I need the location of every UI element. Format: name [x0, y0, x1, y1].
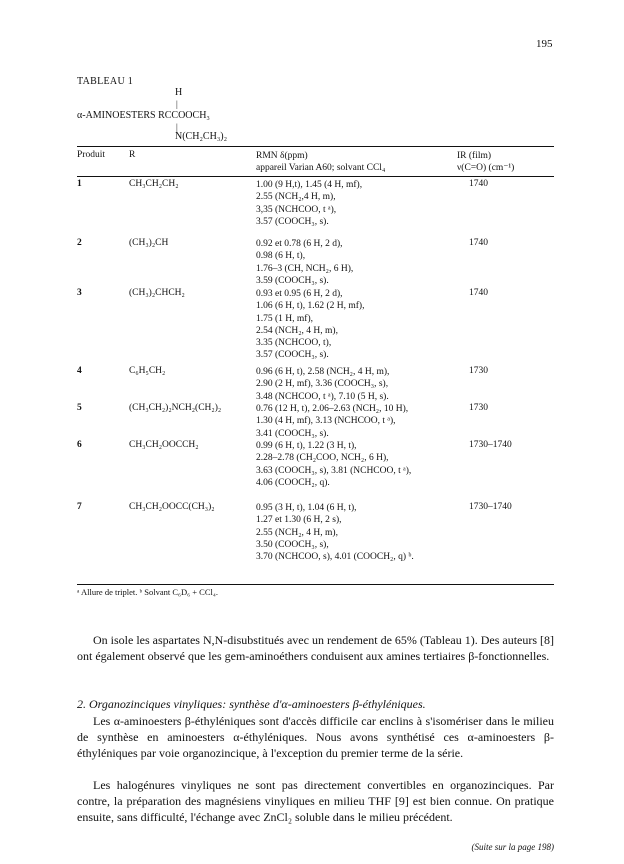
rmn-line: 0.95 (3 H, t), 1.04 (6 H, t),: [256, 503, 357, 513]
rmn-cell: [256, 238, 353, 287]
page-number: 195: [536, 38, 553, 50]
rmn-line: 0.76 (12 H, t), 2.06–2.63 (NCH₂, 10 H),: [256, 404, 409, 414]
product-number: 7: [77, 502, 82, 512]
rmn-line: 3.63 (COOCH₃, s), 3.81 (NCHCOO, t ᵃ),: [256, 465, 412, 476]
formula-main: α-AMINOESTERS RCCOOCH₃: [77, 110, 210, 121]
product-number: 5: [77, 403, 82, 413]
header-ir-line1: IR (film): [457, 151, 492, 161]
paragraph-1: On isole les aspartates N,N-disubstitués avec un rendement de 65% (Tableau 1). Des auteurs [8] ont également observé que les gem-aminoéthers conduisent aux amines tertiaires β-fonctionnelles.: [77, 633, 555, 663]
rmn-line: 1.30 (4 H, mf), 3.13 (NCHCOO, t ᵃ),: [256, 416, 396, 427]
ir-value: 1730: [469, 403, 488, 413]
product-number: 2: [77, 238, 82, 248]
header-produit: Produit: [77, 150, 105, 160]
rmn-line: 2.55 (NCH₂,4 H, m),: [256, 192, 336, 203]
rmn-cell: [256, 502, 414, 563]
header-r: R: [129, 150, 136, 160]
ir-value: 1740: [469, 238, 488, 248]
rmn-line: 1.27 et 1.30 (6 H, 2 s),: [256, 515, 342, 526]
rmn-line: 0.99 (6 H, t), 1.22 (3 H, t),: [256, 441, 357, 451]
rmn-line: 3.41 (COOCH₃, s).: [256, 428, 329, 439]
rmn-cell: [256, 403, 408, 440]
rmn-line: 0.92 et 0.78 (6 H, 2 d),: [256, 239, 343, 249]
rmn-line: 0.98 (6 H, t),: [256, 251, 306, 262]
header-ir-line2: ν(C=O) (cm⁻¹): [457, 163, 515, 173]
rmn-cell: [256, 288, 364, 362]
rmn-line: 3.57 (COOCH₃, s).: [256, 350, 329, 361]
rmn-line: 1.00 (9 H,t), 1.45 (4 H, mf),: [256, 180, 363, 190]
continuation-note: (Suite sur la page 198): [471, 842, 554, 852]
rmn-line: 3,35 (NCHCOO, t ᵃ),: [256, 204, 337, 215]
formula-amine: N(CH₂CH₃)₂: [175, 131, 228, 142]
rmn-cell: [256, 366, 389, 403]
product-number: 1: [77, 179, 82, 189]
section-heading: 2. Organozinciques vinyliques: synthèse d'α-aminoesters β-éthyléniques.: [77, 697, 426, 711]
substituent-r: C₆H₅CH₂: [129, 366, 166, 376]
rmn-line: 0.93 et 0.95 (6 H, 2 d),: [256, 289, 343, 299]
rmn-line: 0.96 (6 H, t), 2.58 (NCH₂, 4 H, m),: [256, 367, 390, 377]
substituent-r: CH₃CH₂OOCC(CH₃)₂: [129, 502, 215, 512]
ir-value: 1730–1740: [469, 502, 512, 512]
rmn-line: 1.06 (6 H, t), 1.62 (2 H, mf),: [256, 301, 365, 312]
table-rule-top: [77, 146, 554, 147]
paragraph-2: Les α-aminoesters β-éthyléniques sont d'accès difficile car enclins à s'isomériser dans le milieu de synthèse en aminoesters α-éthyléniques. Nous avons synthétisé ces α-aminoesters β-éthyléniques par voie organozincique, à l'exception du premier terme de la série.: [77, 714, 554, 760]
substituent-r: (CH₃)₂CHCH₂: [129, 288, 185, 298]
product-number: 6: [77, 440, 82, 450]
substituent-r: (CH₃)₂CH: [129, 238, 169, 248]
table-footnote: ᵃ Allure de triplet. ᵇ Solvant C₆D₆ + CCl₄.: [77, 587, 218, 597]
header-rmn-line2: appareil Varian A60; solvant CCl₄: [256, 163, 386, 173]
rmn-line: 3.48 (NCHCOO, t ᵃ), 7.10 (5 H, s).: [256, 391, 389, 402]
table-label: TABLEAU 1: [77, 76, 134, 87]
formula-bond-lower: |: [176, 122, 178, 132]
header-rmn-line1: RMN δ(ppm): [256, 151, 308, 161]
rmn-cell: [256, 440, 411, 489]
formula-h: H: [175, 87, 183, 98]
formula-bond-upper: |: [176, 99, 178, 109]
rmn-line: 3.70 (NCHCOO, s), 4.01 (COOCH₂, q) ᵇ.: [256, 552, 414, 563]
rmn-cell: [256, 179, 362, 228]
rmn-line: 2.28–2.78 (CH₂COO, NCH₂, 6 H),: [256, 453, 389, 464]
rmn-line: 3.59 (COOCH₃, s).: [256, 275, 329, 286]
header-ir: [457, 150, 514, 174]
substituent-r: (CH₃CH₂)₂NCH₂(CH₂)₂: [129, 403, 222, 413]
rmn-line: 1.75 (1 H, mf),: [256, 313, 313, 324]
table-rule-bottom: [77, 584, 554, 585]
rmn-line: 4.06 (COOCH₂, q).: [256, 477, 330, 488]
rmn-line: 3.57 (COOCH₃, s).: [256, 216, 329, 227]
rmn-line: 2.55 (NCH₂, 4 H, m),: [256, 527, 338, 538]
ir-value: 1730–1740: [469, 440, 512, 450]
header-rmn: [256, 150, 385, 174]
rmn-line: 2.90 (2 H, mf), 3.36 (COOCH₃, s),: [256, 379, 389, 390]
substituent-r: CH₃CH₂CH₂: [129, 179, 179, 189]
ir-value: 1740: [469, 288, 488, 298]
table-rule-header: [77, 176, 554, 177]
rmn-line: 3.35 (NCHCOO, t),: [256, 338, 332, 349]
ir-value: 1730: [469, 366, 488, 376]
product-number: 4: [77, 366, 82, 376]
ir-value: 1740: [469, 179, 488, 189]
rmn-line: 2.54 (NCH₂, 4 H, m),: [256, 325, 338, 336]
product-number: 3: [77, 288, 82, 298]
paragraph-3: Les halogénures vinyliques ne sont pas directement convertibles en organozinciques. Par contre, la préparation des magnésiens vinyliques en milieu THF [9] est bien connue. On pratique ensuite, sans difficulté, l'échange avec ZnCl₂ soluble dans le milieu précédent.: [77, 778, 554, 824]
rmn-line: 3.50 (COOCH₃, s),: [256, 539, 329, 550]
substituent-r: CH₃CH₂OOCCH₂: [129, 440, 199, 450]
rmn-line: 1.76–3 (CH, NCH₂, 6 H),: [256, 263, 354, 274]
